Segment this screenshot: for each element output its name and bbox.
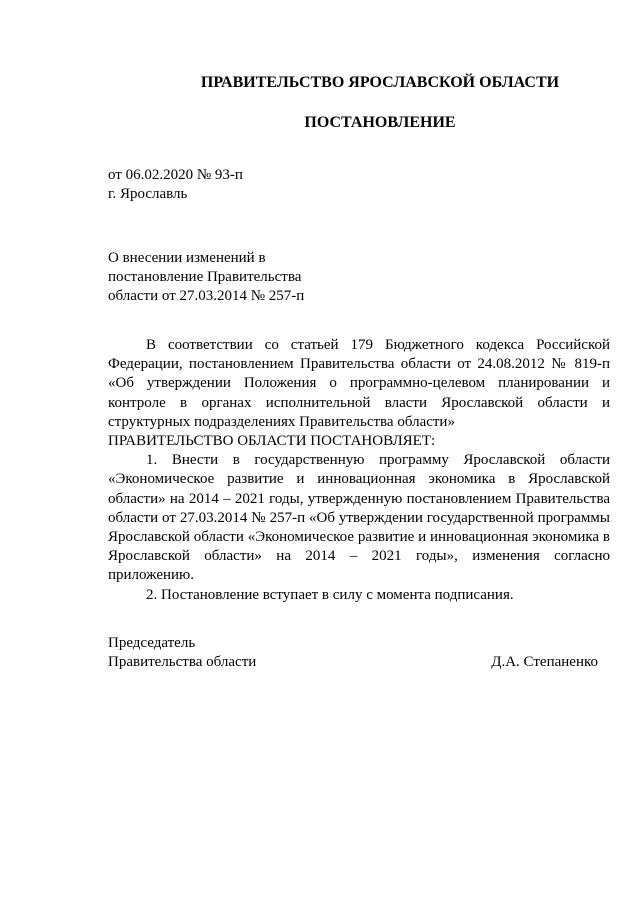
- document-body: [108, 336, 610, 605]
- subject-line-1: О внесении изменений в: [108, 250, 266, 266]
- document-city: г. Ярославль: [108, 186, 188, 202]
- document-meta: [108, 166, 243, 204]
- signature-title-row-1: [108, 634, 610, 653]
- document-type-heading: ПОСТАНОВЛЕНИЕ: [304, 114, 456, 131]
- document-subject: [108, 249, 304, 306]
- signatory-name: Д.А. Степаненко: [491, 654, 598, 670]
- subject-line-2: постановление Правительства: [108, 269, 302, 285]
- item-2-paragraph: 2. Постановление вступает в силу с момента подписания.: [146, 586, 514, 603]
- item-1-paragraph: 1. Внести в государственную программу Ярославской области «Экономическое развитие и инновационная экономика в Ярославской области» на 2014 – 2021 годы, утвержденную постановлением Правительства области от 27.03.2014 № 257-п «Об утверждении государственной программы Ярославской области «Экономическое развитие и инновационная экономика в Ярославской области» на 2014 – 2021 годы», изменения согласно приложению.: [108, 452, 610, 584]
- subject-line-3: области от 27.03.2014 № 257-п: [108, 288, 305, 304]
- resolves-line: ПРАВИТЕЛЬСТВО ОБЛАСТИ ПОСТАНОВЛЯЕТ:: [108, 433, 436, 450]
- government-heading: ПРАВИТЕЛЬСТВО ЯРОСЛАВСКОЙ ОБЛАСТИ: [200, 74, 560, 91]
- signature-title-row-2: [108, 653, 610, 672]
- document-date-number: от 06.02.2020 № 93-п: [108, 167, 243, 183]
- signature-block: [108, 634, 610, 672]
- signatory-title-line-2: Правительства области: [108, 654, 257, 670]
- signatory-title-line-1: Председатель: [108, 635, 196, 651]
- preamble-paragraph: В соответствии со статьей 179 Бюджетного кодекса Российской Федерации, постановлением Правительства области от 24.08.2012 № 819-п «Об утверждении Положения о программно-целевом планировании и контроле в органах исполнительной власти Ярославской области и структурных подразделениях Правительства области»: [108, 337, 610, 430]
